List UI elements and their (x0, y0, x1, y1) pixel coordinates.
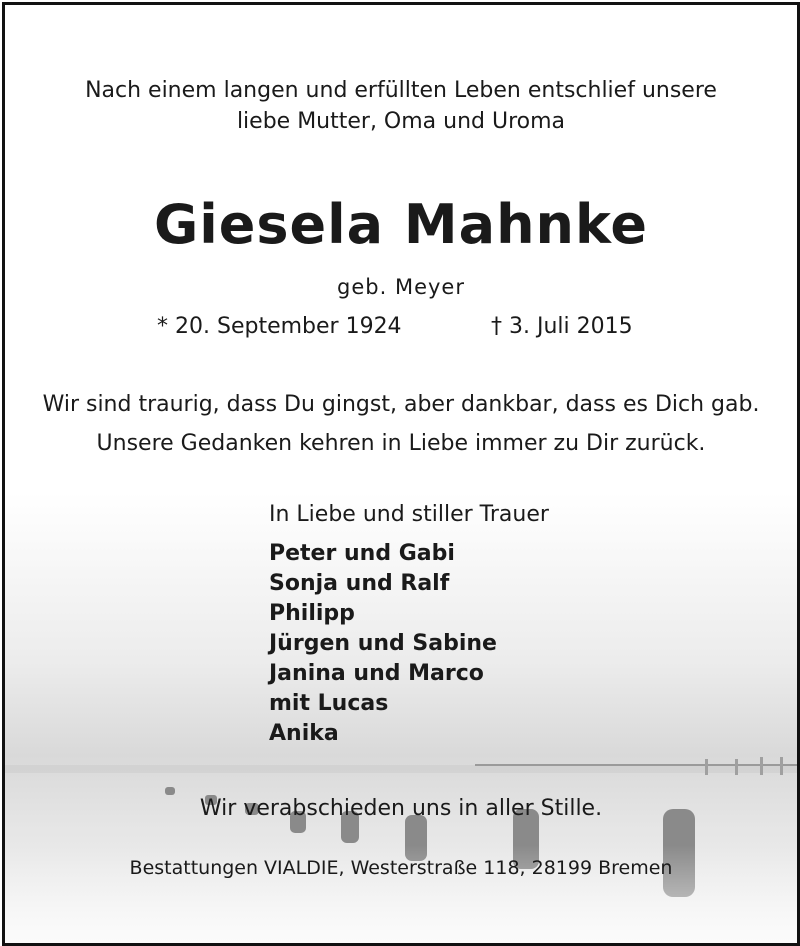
intro-text (5, 75, 797, 137)
intro-line-2: liebe Mutter, Oma und Uroma (236, 109, 566, 134)
quote-line-1: Wir sind traurig, dass Du gingst, aber dankbar, dass es Dich gab. (42, 392, 760, 417)
family-member: Peter und Gabi (269, 541, 455, 566)
family-member: Philipp (269, 601, 355, 626)
family-list (269, 539, 497, 749)
obituary-notice (2, 2, 800, 946)
family-member: Jürgen und Sabine (269, 631, 497, 656)
notice-text (5, 5, 797, 943)
deceased-name: Giesela Mahnke (153, 193, 649, 256)
family-member: Janina und Marco (269, 661, 484, 686)
memorial-quote (5, 385, 797, 463)
mourning-phrase: In Liebe und stiller Trauer (269, 502, 549, 527)
death-date: † 3. Juli 2015 (491, 314, 633, 339)
funeral-home: Bestattungen VIALDIE, Westerstraße 118, 28199 Bremen (129, 857, 673, 879)
family-member: Anika (269, 721, 339, 746)
family-member: Sonja und Ralf (269, 571, 450, 596)
family-member: mit Lucas (269, 691, 389, 716)
farewell-note: Wir verabschieden uns in aller Stille. (199, 796, 603, 821)
birth-date: * 20. September 1924 (157, 314, 402, 339)
birth-name: geb. Meyer (337, 275, 465, 299)
quote-line-2: Unsere Gedanken kehren in Liebe immer zu Dir zurück. (96, 431, 706, 456)
intro-line-1: Nach einem langen und erfüllten Leben entschlief unsere (85, 78, 717, 103)
